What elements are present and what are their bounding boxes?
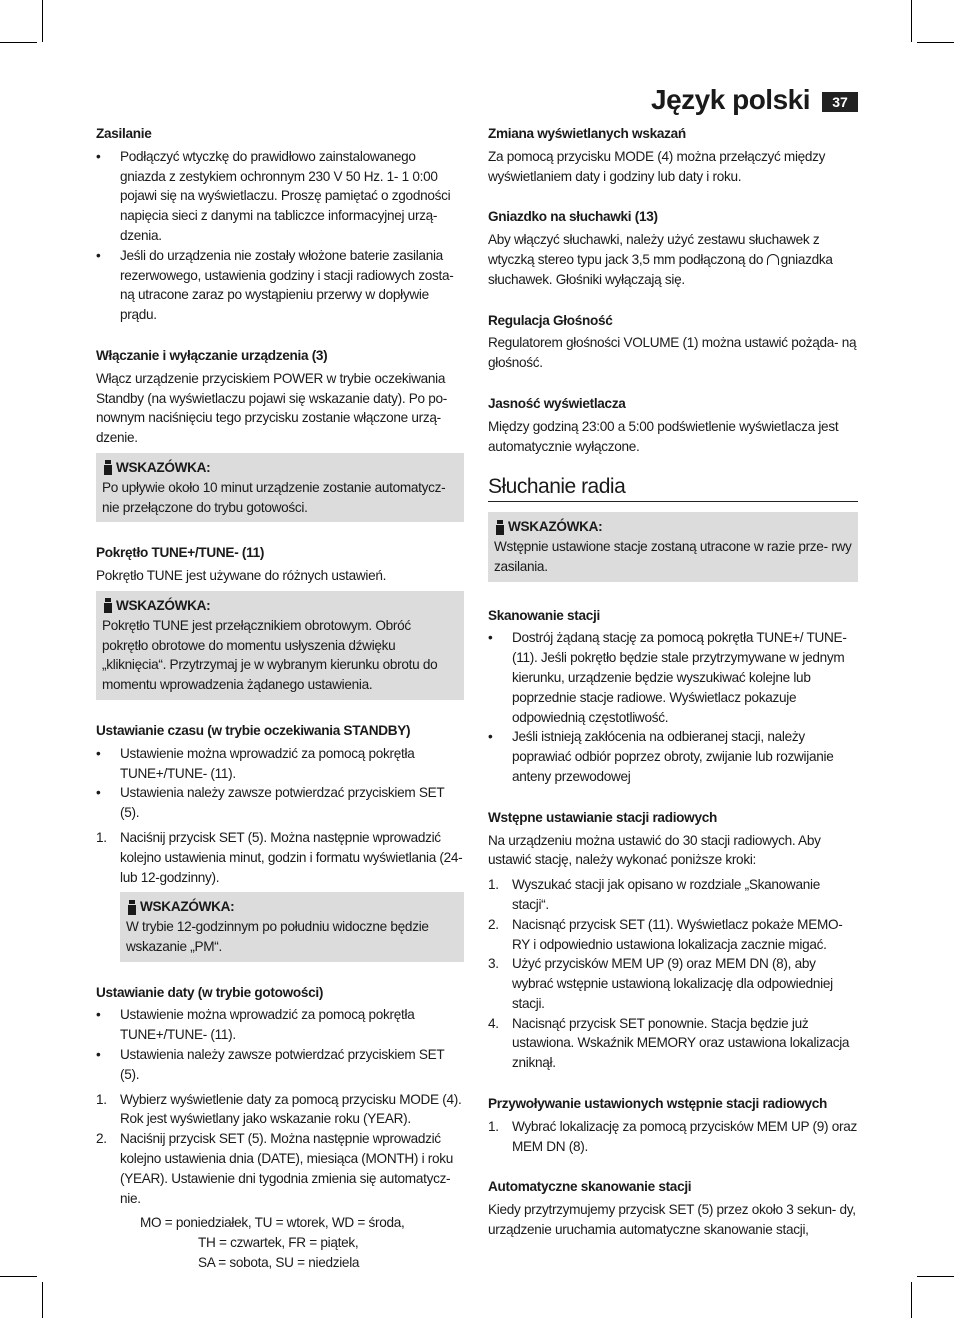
paragraph: Pokrętło TUNE jest używane do różnych ustawień. (96, 568, 387, 584)
section-title: Przywoływanie ustawionych wstępnie stacji radiowych (488, 1096, 828, 1112)
section-auto (488, 1177, 858, 1239)
crop-mark (42, 0, 43, 42)
section-title: Ustawianie daty (w trybie gotowości) (96, 984, 324, 1000)
list-item: • Ustawienie można wprowadzić za pomocą pokrętła TUNE+/TUNE- (11). (96, 745, 415, 781)
crop-mark (0, 42, 37, 43)
note-text: W trybie 12-godzinnym po południu widoczne będzie wskazanie „PM“. (126, 919, 429, 954)
bullet-icon: • (96, 247, 101, 263)
section-skanowanie (488, 606, 858, 787)
list-item: 1. Naciśnij przycisk SET (5). Można następnie wprowadzić kolejno ustawienia minut, godzin i formatu wyświetlania (24- lub 12-godzinny). (96, 829, 463, 885)
section-title: Jasność wyświetlacza (488, 395, 626, 411)
list-item: 1. Wybrać lokalizację za pomocą przycisków MEM UP (9) oraz MEM DN (8). (488, 1118, 857, 1154)
paragraph: Na urządzeniu można ustawić do 30 stacji radiowych. Aby ustawić stację, należy wykonać poniższe kroki: (488, 832, 821, 868)
section-przywolywanie (488, 1094, 858, 1156)
numbered-list (488, 1117, 858, 1157)
list-item: • Ustawienie można wprowadzić za pomocą pokrętła TUNE+/TUNE- (11). (96, 1007, 415, 1043)
page-title: Język polski (651, 84, 810, 115)
bullet-icon: • (96, 785, 101, 801)
crop-mark (917, 1276, 954, 1277)
list-item: 1. Wybierz wyświetlenie daty za pomocą przycisku MODE (4). Rok jest wyświetlany jako wskazanie roku (YEAR). (96, 1091, 462, 1127)
section-title: Zasilanie (96, 126, 152, 141)
section-power (96, 346, 464, 522)
headphones-icon (767, 254, 779, 265)
section-glosnosc (488, 311, 858, 373)
bullet-icon: • (96, 1047, 101, 1063)
list-item: 1. Wyszukać stacji jak opisano w rozdziale „Skanowanie stacji“. (488, 877, 820, 912)
section-title: Regulacja Głośność (488, 312, 613, 328)
section-title: Włączanie i wyłączanie urządzenia (3) (96, 347, 328, 363)
paragraph: Włącz urządzenie przyciskiem POWER w trybie oczekiwania Standby (na wyświetlaczu pojawi się wskazanie daty). Po po- nownym naciśnięciu tego przycisku zostanie włączone urzą- dzenie. (96, 370, 448, 446)
note-box: WSKAZÓWKA: Po upływie około 10 minut urządzenie zostanie automatycz- nie przełączone do trybu gotowości. (96, 453, 464, 522)
bullet-list (96, 744, 464, 823)
list-item: 2. Naciśnij przycisk SET (5). Można następnie wprowadzić kolejno ustawienia dnia (DATE), miesiąca (MONTH) i roku (YEAR). Ustawienie dni tygodnia zmienia się automatycz- nie. (96, 1131, 454, 1206)
paragraph: Za pomocą przycisku MODE (4) można przełączyć między wyświetlaniem daty i godziny lub daty i roku. (488, 148, 826, 184)
section-zasilanie (96, 124, 464, 325)
crop-mark (42, 1282, 43, 1318)
section-tune (96, 543, 464, 700)
list-item: 3. Użyć przycisków MEM UP (9) oraz MEM DN (8), aby wybrać wstępnie ustawioną lokalizację dla odpowiedniej stacji. (488, 956, 833, 1011)
numbered-list (96, 1090, 464, 1209)
crop-mark (911, 0, 912, 42)
list-item: • Dostrój żądaną stację za pomocą pokrętła TUNE+/ TUNE- (11). Jeśli pokrętło będzie stale przytrzymywane w jednym kierunku, urządzenie będzie wyszukiwać kolejne lub poprzednie stacje radiowe. Wyświetlacz pokazuje odpowiednią częstotliwość. (488, 630, 847, 725)
list-item: • Jeśli do urządzenia nie zostały włożone baterie zasilania rezerwowego, ustawienia godziny i stacji radiowych zosta- ną utracone zaraz po wystąpieniu przerwy w dopływie prądu. (96, 247, 454, 323)
bullet-icon: • (96, 1007, 101, 1023)
section-title: Gniazdko na słuchawki (13) (488, 209, 658, 225)
section-data (96, 983, 464, 1273)
section-zmiana (488, 124, 858, 186)
note-text: Po upływie około 10 minut urządzenie zostanie automatycz- nie przełączone do trybu gotowości. (102, 479, 446, 515)
info-icon (126, 900, 138, 915)
crop-mark (0, 1276, 37, 1277)
list-item: • Podłączyć wtyczkę do prawidłowo zainstalowanego gniazda z zestykiem ochronnym 230 V 50 Hz. 1- 1 0:00 pojawi się na wyświetlaczu. Proszę pamiętać o zgodności napięcia sieci z danymi na tabliczce informacyjnej urzą- dzenia. (96, 148, 451, 243)
section-title: Pokrętło TUNE+/TUNE- (11) (96, 545, 265, 561)
section-wstepne (488, 808, 858, 1073)
info-icon (494, 520, 506, 535)
note-box: WSKAZÓWKA: Pokrętło TUNE jest przełącznikiem obrotowym. Obróć pokrętło obrotowe do momentu usłyszenia dźwięku „kliknięcia“. Przytrzymaj je w wybranym kierunku obrotu do momentu wprowadzenia żądanego ustawienia. (96, 591, 464, 700)
section-title: Wstępne ustawianie stacji radiowych (488, 809, 717, 825)
crop-mark (911, 1282, 912, 1318)
note-box: WSKAZÓWKA: W trybie 12-godzinnym po południu widoczne będzie wskazanie „PM“. (120, 892, 464, 961)
paragraph: Regulatorem głośności VOLUME (1) można ustawić pożąda- ną głośność. (488, 335, 857, 371)
chapter-heading: Słuchanie radia (488, 477, 858, 502)
list-item: 2. Nacisnąć przycisk SET (11). Wyświetlacz pokaże MEMO- RY i odpowiednio ustawiona lokalizacja zacznie migać. (488, 916, 843, 952)
bullet-icon: • (96, 148, 101, 164)
section-jasnosc (488, 394, 858, 456)
info-icon (102, 598, 114, 613)
bullet-list (488, 628, 858, 786)
paragraph: Między godziną 23:00 a 5:00 podświetlenie wyświetlacza jest automatycznie wyłączone. (488, 418, 839, 454)
section-title: Skanowanie stacji (488, 607, 601, 623)
bullet-list (96, 1005, 464, 1084)
list-item: • Jeśli istnieją zakłócenia na odbieranej stacji, należy poprawiać odbiór poprzez obroty, zwijanie lub rozwijanie anteny przewodowej (488, 729, 834, 784)
section-gniazdko (488, 207, 858, 289)
page-number-badge: 37 (822, 92, 858, 112)
crop-mark (917, 42, 954, 43)
day-legend: MO = poniedziałek, TU = wtorek, WD = środa, TH = czwartek, FR = piątek, SA = sobota, SU = niedziela (140, 1215, 405, 1271)
bullet-icon: • (488, 729, 493, 745)
section-title: Ustawianie czasu (w trybie oczekiwania STANDBY) (96, 722, 411, 738)
right-column (488, 124, 858, 1261)
section-czas (96, 721, 464, 962)
list-item: • Ustawienia należy zawsze potwierdzać przyciskiem SET (5). (96, 785, 445, 821)
note-text: Pokrętło TUNE jest przełącznikiem obrotowym. Obróć pokrętło obrotowe do momentu usłyszenia dźwięku „kliknięcia“. Przytrzymaj je w wybranym kierunku obrotu do momentu wprowadzenia żądanego ustawienia. (102, 617, 438, 693)
section-title: Zmiana wyświetlanych wskazań (488, 126, 686, 141)
section-title: Automatyczne skanowanie stacji (488, 1179, 692, 1195)
paragraph: Kiedy przytrzymujemy przycisk SET (5) przez około 3 sekun- dy, urządzenie uruchamia automatyczne skanowanie stacji, (488, 1202, 856, 1238)
bullet-list (96, 147, 464, 325)
note-text: Wstępnie ustawione stacje zostaną utracone w razie prze- rwy zasilania. (494, 538, 852, 574)
bullet-icon: • (96, 745, 101, 761)
info-icon (102, 460, 114, 475)
bullet-icon: • (488, 630, 493, 646)
left-column (96, 124, 464, 1294)
note-box: WSKAZÓWKA: Wstępnie ustawione stacje zostaną utracone w razie prze- rwy zasilania. (488, 512, 858, 581)
numbered-list (488, 875, 858, 1073)
list-item: • Ustawienia należy zawsze potwierdzać przyciskiem SET (5). (96, 1047, 445, 1082)
paragraph: Aby włączyć słuchawki, należy użyć zestawu słuchawek z wtyczką stereo typu jack 3,5 mm podłączoną do gniazdka słuchawek. Głośniki wyłączają się. (488, 232, 833, 287)
numbered-list (96, 828, 464, 887)
list-item: 4. Nacisnąć przycisk SET ponownie. Stacja będzie już ustawiona. Wskaźnik MEMORY oraz ustawiona lokalizacja zniknął. (488, 1015, 850, 1071)
